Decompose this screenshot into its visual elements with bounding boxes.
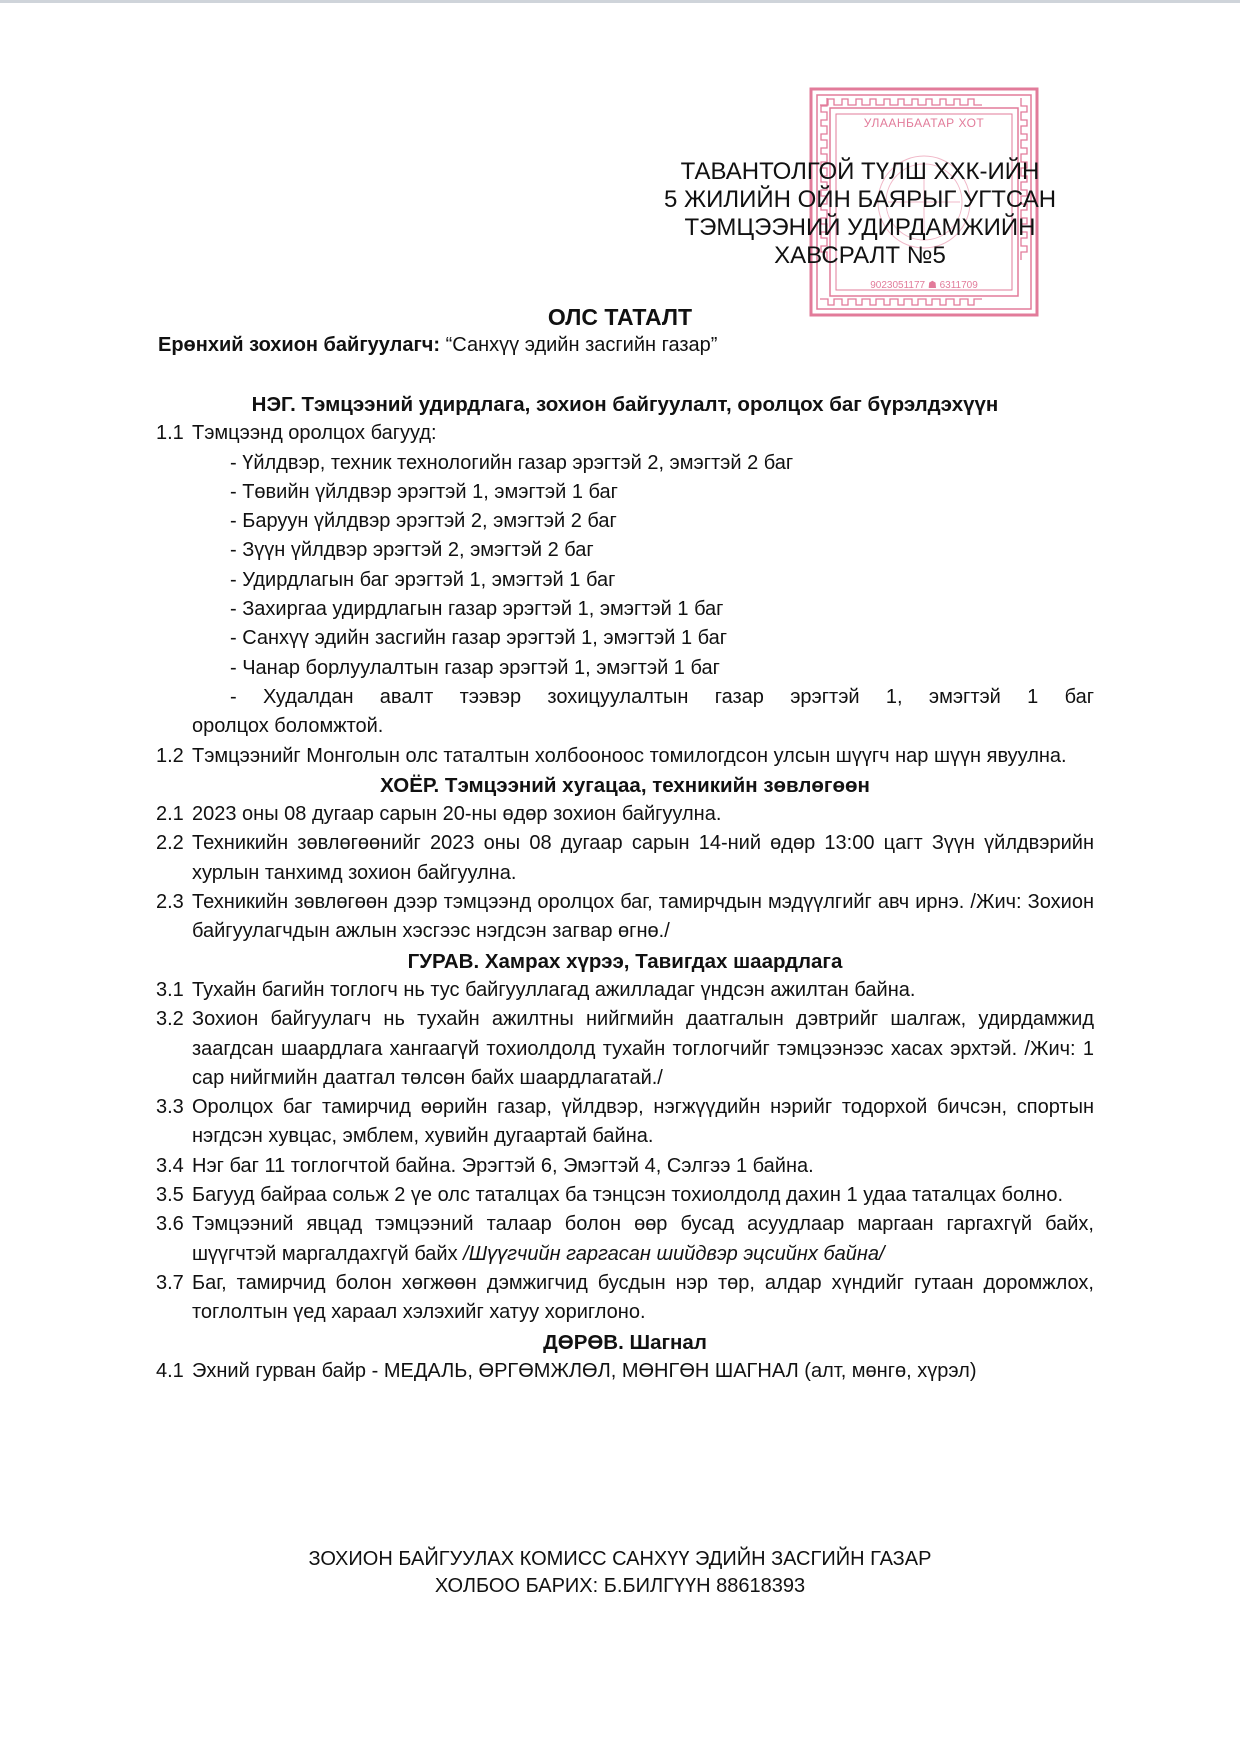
team-list-item: - Удирдлагын баг эрэгтэй 1, эмэгтэй 1 баг	[230, 568, 616, 591]
item-number: 3.6	[156, 1213, 184, 1236]
team-list-item: - Баруун үйлдвэр эрэгтэй 2, эмэгтэй 2 баг	[230, 510, 617, 533]
list-item	[156, 419, 1094, 448]
annex-header	[600, 158, 1120, 270]
item-number: 3.4	[156, 1154, 184, 1177]
item-text	[192, 1210, 1094, 1269]
list-item	[156, 829, 1094, 888]
item-text: Тэмцээнд оролцох багууд:	[192, 422, 437, 445]
item-number: 3.5	[156, 1184, 184, 1207]
list-item	[156, 1210, 1094, 1269]
section-heading-1: НЭГ. Тэмцээний удирдлага, зохион байгуулалт, оролцох баг бүрэлдэхүүн	[251, 393, 999, 416]
annex-header-line: ХАВСРАЛТ №5	[774, 242, 946, 269]
list-item	[156, 1181, 1094, 1210]
annex-header-line: ТЭМЦЭЭНИЙ УДИРДАМЖИЙН	[684, 214, 1036, 241]
document-footer	[0, 1546, 1240, 1600]
item-number: 2.3	[156, 891, 184, 914]
organizer-value: “Санхүү эдийн засгийн газар”	[440, 334, 718, 356]
item-number: 4.1	[156, 1359, 184, 1382]
list-item	[156, 976, 1094, 1005]
item-number: 3.3	[156, 1096, 184, 1119]
list-item	[156, 888, 1094, 947]
team-list-item: - Үйлдвэр, техник технологийн газар эрэгтэй 2, эмэгтэй 2 баг	[230, 451, 794, 474]
section-heading-4: ДӨРӨВ. Шагнал	[543, 1330, 707, 1354]
stamp-top-text: УЛААНБААТАР ХОТ	[863, 116, 985, 130]
item-text: Багууд байраа сольж 2 үе олс таталцах ба тэнцсэн тохиолдолд дахин 1 удаа таталцах болно.	[192, 1184, 1064, 1207]
item-number: 3.1	[156, 978, 184, 1001]
annex-header-line: 5 ЖИЛИЙН ОЙН БАЯРЫГ УГТСАН	[663, 186, 1057, 213]
item-text: Оролцох баг тамирчид өөрийн газар, үйлдвэр, нэгжүүдийн нэрийг тодорхой бичсэн, спортын нэгдсэн хувцас, эмблем, хувийн дугаартай байна.	[192, 1096, 1094, 1148]
footer-contact: ХОЛБОО БАРИХ: Б.БИЛГҮҮН 88618393	[434, 1575, 806, 1597]
team-list-item: - Зүүн үйлдвэр эрэгтэй 2, эмэгтэй 2 баг	[230, 539, 594, 562]
item-number: 2.1	[156, 803, 184, 826]
item-text-italic: /Шүүгчийн гаргасан шийдвэр эцсийнх байна/	[463, 1242, 885, 1265]
item-number: 2.2	[156, 832, 184, 855]
item-text-regular: Тэмцээний явцад тэмцээний талаар болон өөр бусад асуудлаар маргаан гаргахгүй байх, шүүгчтэй маргалдахгүй байх	[192, 1213, 1094, 1265]
item-number: 3.7	[156, 1271, 184, 1294]
team-list-item: - Санхүү эдийн засгийн газар эрэгтэй 1, эмэгтэй 1 баг	[230, 627, 728, 650]
annex-header-line: ТАВАНТОЛГОЙ ТҮЛШ ХХК-ИЙН	[680, 158, 1040, 185]
team-list-item: - Төвийн үйлдвэр эрэгтэй 1, эмэгтэй 1 баг	[230, 480, 618, 503]
item-text: Баг, тамирчид болон хөгжөөн дэмжигчид бусдын нэр төр, алдар хүндийг гутаан доромжлох, тоглолтын үед хараал хэлэхийг хатуу хориглоно.	[192, 1271, 1094, 1324]
item-text: Тэмцээнийг Монголын олс таталтын холбооноос томилогдсон улсын шүүгч нар шүүн явуулна.	[192, 744, 1067, 767]
footer-committee: ЗОХИОН БАЙГУУЛАХ КОМИСС САНХҮҮ ЭДИЙН ЗАСГИЙН ГАЗАР	[308, 1548, 932, 1570]
document-title: ОЛС ТАТАЛТ	[547, 304, 693, 330]
scan-top-edge	[0, 0, 1240, 3]
item-text: Зохион байгуулагч нь тухайн ажилтны нийгмийн даатгалын дэвтрийг шалгаж, удирдамжид заагдсан шаардлага хангаагүй тохиолдолд тухайн тоглогчийг тэмцээнээс хасах эрхтэй. /Жич: 1 сар нийгмийн даатгал төлсөн байх шаардлагатай./	[192, 1008, 1094, 1089]
section-heading-2: ХОЁР. Тэмцээний хугацаа, техникийн зөвлөгөөн	[380, 773, 870, 797]
general-organizer	[158, 331, 717, 359]
list-item	[156, 1152, 1094, 1181]
item-number: 1.2	[156, 744, 184, 767]
item-text: Тухайн багийн тоглогч нь тус байгууллагад ажилладаг үндсэн ажилтан байна.	[192, 978, 916, 1001]
item-text: Нэг баг 11 тоглогчтой байна. Эрэгтэй 6, Эмэгтэй 4, Сэлгээ 1 байна.	[192, 1154, 814, 1177]
team-list-item: - Захиргаа удирдлагын газар эрэгтэй 1, эмэгтэй 1 баг	[230, 598, 724, 621]
document-body	[156, 390, 1094, 1386]
team-list-continuation: оролцох боломжтой.	[192, 715, 384, 738]
list-item	[156, 1357, 1094, 1386]
item-number: 3.2	[156, 1008, 184, 1031]
item-text: Эхний гурван байр - МЕДАЛЬ, ӨРГӨМЖЛӨЛ, МӨНГӨН ШАГНАЛ (алт, мөнгө, хүрэл)	[192, 1359, 977, 1382]
team-list-item: - Худалдан авалт тээвэр зохицуулалтын газар эрэгтэй 1, эмэгтэй 1 баг	[230, 685, 1094, 708]
list-item	[156, 800, 1094, 829]
organizer-label: Ерөнхий зохион байгуулагч:	[158, 334, 441, 356]
list-item	[156, 1093, 1094, 1152]
section-heading-3: ГУРАВ. Хамрах хүрээ, Тавигдах шаардлага	[407, 949, 843, 973]
list-item	[156, 742, 1094, 771]
list-item	[156, 1269, 1094, 1328]
list-item	[156, 1005, 1094, 1093]
item-number: 1.1	[156, 422, 184, 445]
stamp-bottom-text: 9023051177 ☗ 6311709	[870, 280, 978, 291]
item-text: Техникийн зөвлөгөөнийг 2023 оны 08 дугаар сарын 14-ний өдөр 13:00 цагт Зүүн үйлдвэрийн хурлын танхимд зохион байгуулна.	[192, 832, 1094, 884]
team-list-item: - Чанар борлуулалтын газар эрэгтэй 1, эмэгтэй 1 баг	[230, 656, 720, 679]
item-text: Техникийн зөвлөгөөн дээр тэмцээнд оролцох баг, тамирчдын мэдүүлгийг авч ирнэ. /Жич: Зохион байгуулагчдын ажлын хэсгээс нэгдсэн загвар өгнө./	[192, 891, 1094, 943]
item-text: 2023 оны 08 дугаар сарын 20-ны өдөр зохион байгуулна.	[192, 803, 722, 826]
